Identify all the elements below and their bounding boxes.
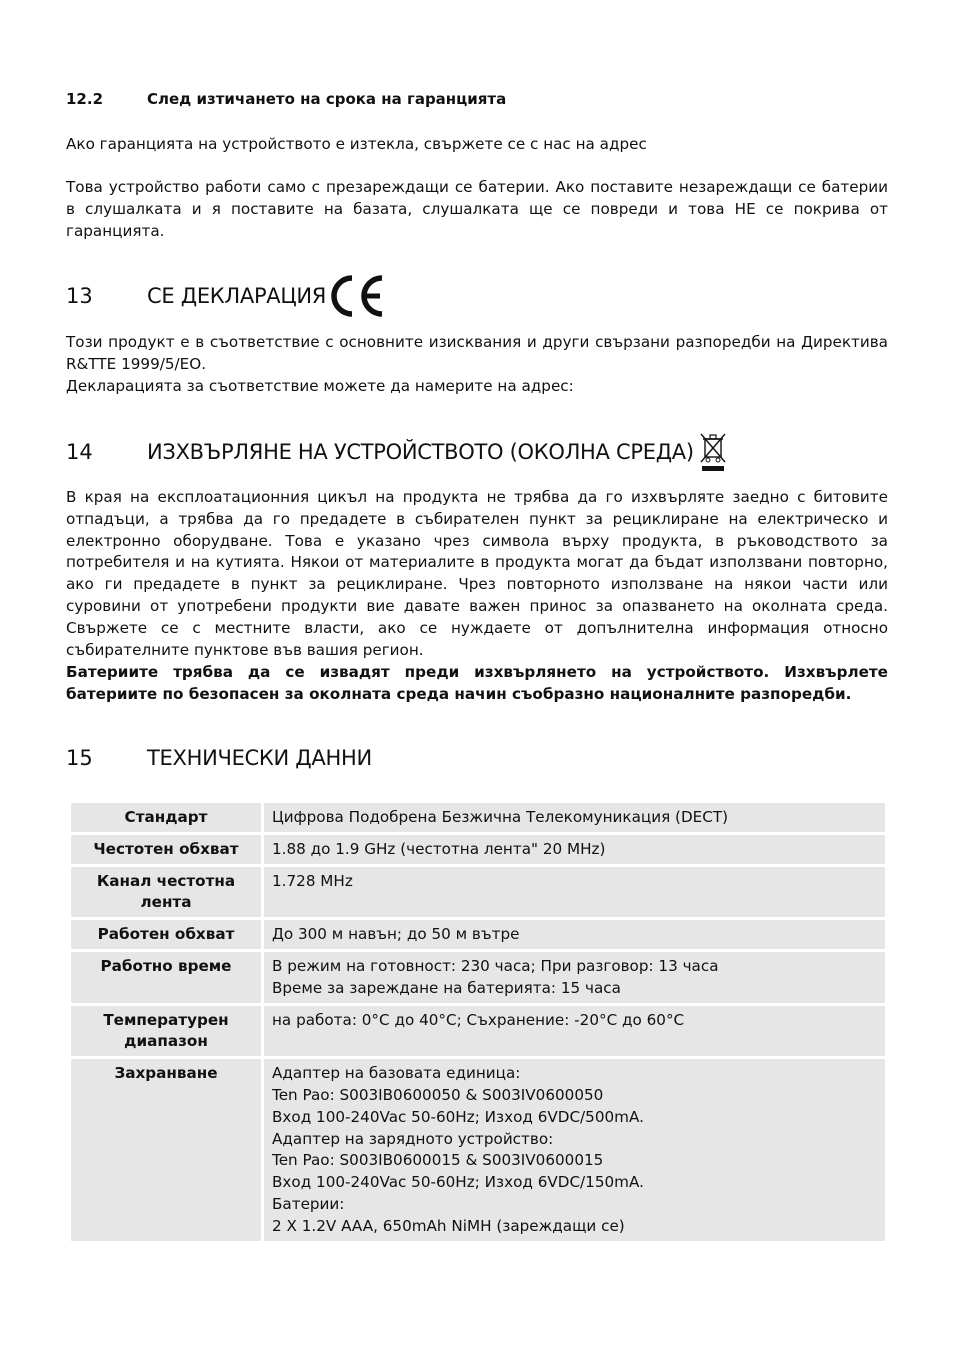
battery-removal-paragraph: Батериите трябва да се извадят преди изхвърлянето на устройството. Изхвърлете батериите по безопасен за околната среда начин съобразно националните разпоредби.	[66, 663, 888, 703]
spec-label: Температурен диапазон	[71, 1006, 261, 1057]
disposal-paragraph: В края на експлоатационния цикъл на продукта не трябва да го изхвърляте заедно с битовите отпадъци, а трябва да го предадете в събирателен пункт за рециклиране на електрическо и електронно оборудване. Това е указано чрез символа върху продукта, в ръководството за потребителя и на кутията. Някои от материалите в продукта могат да бъдат използвани повторно, ако ги предадете в пункт за рециклиране. Чрез повторното използване на някои части или суровини от употребени продукти вие давате важен принос за опазването на околната среда. Свържете се с местните власти, ако се нуждаете от допълнителна информация относно събирателните пунктове във вашия регион.	[66, 488, 888, 659]
table-row	[71, 867, 885, 918]
section-13-heading	[66, 274, 388, 318]
warranty-contact-paragraph: Ако гаранцията на устройството е изтекла, свържете се с нас на адрес	[66, 135, 647, 153]
section-number: 13	[66, 284, 93, 308]
spec-label: Стандарт	[71, 803, 261, 832]
table-row	[71, 920, 885, 949]
spec-value	[264, 952, 885, 1003]
spec-value-line: 1.728 MHz	[272, 871, 353, 890]
spec-value-line: В режим на готовност: 230 часа; При разговор: 13 часа	[272, 956, 719, 975]
section-title: ТЕХНИЧЕСКИ ДАННИ	[147, 746, 372, 770]
spec-value	[264, 803, 885, 832]
section-12-2-heading	[66, 90, 506, 108]
spec-value-line: Време за зареждане на батерията: 15 часа	[272, 978, 621, 997]
table-row	[71, 1059, 885, 1240]
table-row	[71, 835, 885, 864]
ce-mark-icon	[330, 274, 388, 318]
spec-value	[264, 920, 885, 949]
declaration-address-paragraph: Декларацията за съответствие можете да намерите на адрес:	[66, 377, 574, 395]
conformity-paragraph: Този продукт е в съответствие с основните изисквания и други свързани разпоредби на Директива R&TTE 1999/5/ЕО.	[66, 333, 888, 373]
spec-label: Честотен обхват	[71, 835, 261, 864]
spec-value	[264, 1006, 885, 1057]
section-14-heading	[66, 432, 726, 472]
spec-value-line: Ten Pao: S003IB0600015 & S003IV0600015	[272, 1151, 604, 1170]
spec-value-line: Адаптер на зарядното устройство:	[272, 1129, 554, 1148]
spec-value-line: Цифрова Подобрена Безжична Телекомуникация (DECT)	[272, 808, 729, 826]
section-number: 14	[66, 440, 93, 464]
crossed-out-bin-icon	[700, 432, 726, 472]
spec-value-line: До 300 м навън; до 50 м вътре	[272, 925, 520, 944]
spec-value-line: Ten Pao: S003IB0600050 & S003IV0600050	[272, 1085, 604, 1104]
spec-value-line: 2 X 1.2V AAA, 650mAh NiMH (зареждащи се)	[272, 1216, 625, 1235]
spec-label: Работно време	[71, 952, 261, 1003]
spec-value	[264, 867, 885, 918]
technical-data-table	[68, 800, 888, 1244]
spec-value-line: Батерии:	[272, 1194, 345, 1213]
spec-value-line: Вход 100-240Vac 50-60Hz; Изход 6VDC/500mA.	[272, 1107, 644, 1126]
table-row	[71, 952, 885, 1003]
section-title: СЕ ДЕКЛАРАЦИЯ	[147, 284, 327, 308]
technical-data-body	[71, 803, 885, 1241]
spec-value-line: на работа: 0°C до 40°C; Съхранение: -20°C до 60°C	[272, 1010, 685, 1029]
section-number: 15	[66, 746, 93, 770]
section-number: 12.2	[66, 90, 104, 108]
battery-warning-paragraph: Това устройство работи само с презареждащи се батерии. Ако поставите незареждащи се батерии в слушалката и я поставите на базата, слушалката ще се повреди и това НЕ се покрива от гаранцията.	[66, 178, 888, 240]
spec-value-line: 1.88 до 1.9 GHz (честотна лента" 20 MHz)	[272, 839, 606, 858]
section-title: ИЗХВЪРЛЯНЕ НА УСТРОЙСТВОТО (ОКОЛНА СРЕДА)	[147, 440, 694, 464]
section-title: След изтичането на срока на гаранцията	[147, 90, 507, 108]
table-row	[71, 803, 885, 832]
section-15-heading	[66, 746, 372, 770]
spec-label: Канал честотна лента	[71, 867, 261, 918]
table-row	[71, 1006, 885, 1057]
spec-value	[264, 835, 885, 864]
spec-value-line: Адаптер на базовата единица:	[272, 1064, 521, 1083]
spec-label: Захранване	[71, 1059, 261, 1240]
spec-label: Работен обхват	[71, 920, 261, 949]
spec-value-line: Вход 100-240Vac 50-60Hz; Изход 6VDC/150mA.	[272, 1173, 644, 1192]
spec-value	[264, 1059, 885, 1240]
